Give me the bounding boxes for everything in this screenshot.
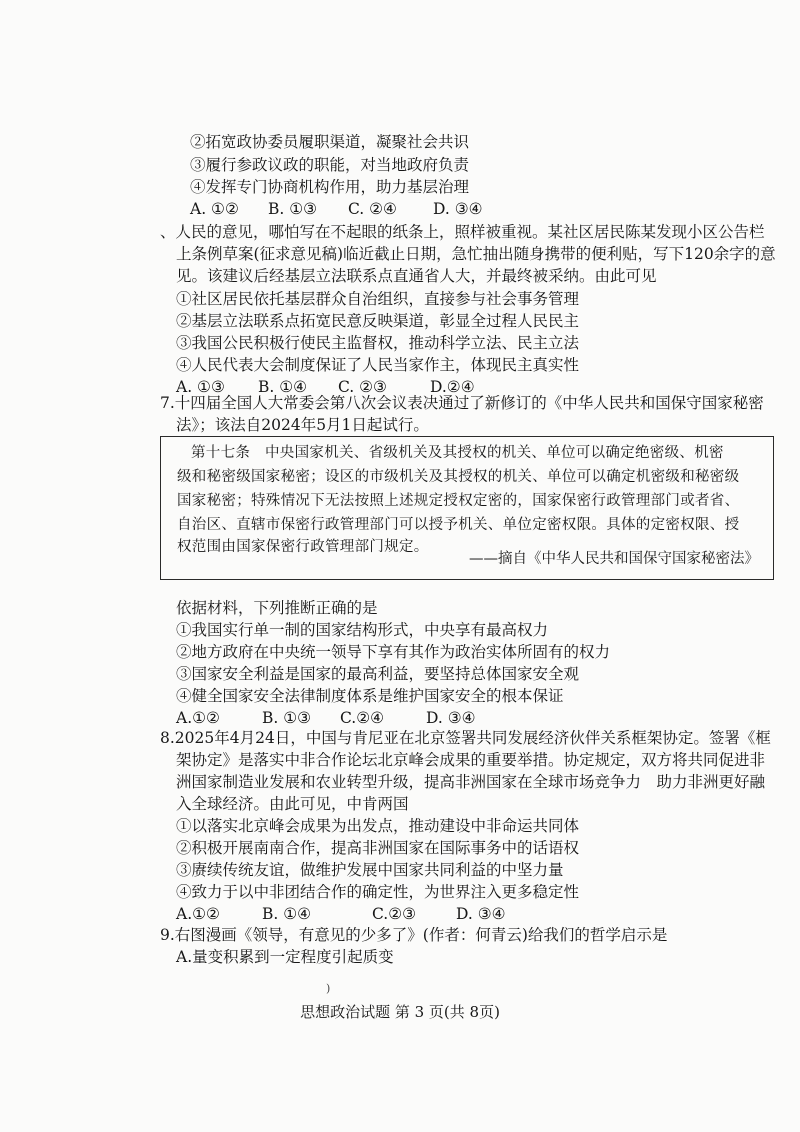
- q6-option-3: ③我国公民积极行使民主监督权，推动科学立法、民主立法: [176, 334, 580, 352]
- q5-choice-c: C. ②④: [348, 200, 397, 218]
- q8-stem-line-3: 洲国家制造业发展和农业转型升级，提高非洲国家在全球市场竞争力 助力非洲更好融: [176, 773, 766, 791]
- q8-choice-d: D. ③④: [456, 905, 506, 923]
- q5-choices: [190, 198, 590, 220]
- q7-choice-b: B. ①③: [262, 709, 312, 727]
- q8-stem-line-2: 架协定》是落实中非合作论坛北京峰会成果的重要举措。协定规定，双方将共同促进非: [176, 751, 766, 769]
- q7-option-3: ③国家安全利益是国家的最高利益，要坚持总体国家安全观: [176, 665, 580, 683]
- q7-option-1: ①我国实行单一制的国家结构形式，中央享有最高权力: [176, 621, 549, 639]
- q8-option-1: ①以落实北京峰会成果为出发点，推动建设中非命运共同体: [176, 817, 580, 835]
- q5-option-2: ②拓宽政协委员履职渠道，凝聚社会共识: [190, 133, 470, 151]
- q7-box-line-1: 第十七条 中央国家机关、省级机关及其授权的机关、单位可以确定绝密级、机密: [191, 445, 724, 461]
- q9-stem: 9.右图漫画《领导，有意见的少多了》(作者：何青云)给我们的哲学启示是: [160, 926, 668, 944]
- q7-stem-line-1: 7.十四届全国人大常委会第八次会议表决通过了新修订的《中华人民共和国保守国家秘密: [160, 394, 764, 412]
- q7-choice-c: C.②④: [340, 709, 385, 727]
- q8-stem-line-4: 入全球经济。由此可见，中肯两国: [176, 795, 409, 813]
- q7-box-line-3: 国家秘密；特殊情况下无法按照上述规定授权定密的，国家保密行政管理部门或者省、: [177, 493, 740, 509]
- q8-choice-b: B. ①④: [262, 905, 312, 923]
- q7-box-line-5: 权范围由国家保密行政管理部门规定。: [177, 539, 429, 555]
- q6-choice-c: C. ②③: [338, 378, 387, 396]
- q7-stem-line-2: 法》；该法自2024年5月1日起试行。: [176, 416, 429, 434]
- q7-material-box: [160, 436, 774, 580]
- q8-stem-line-1: 8.2025年4月24日，中国与肯尼亚在北京签署共同发展经济伙伴关系框架协定。签署《框: [160, 729, 771, 747]
- q8-choices: [176, 903, 576, 925]
- q7-box-line-4: 自治区、直辖市保密行政管理部门可以授予机关、单位定密权限。具体的定密权限、授: [177, 517, 740, 533]
- stray-mark: ): [326, 982, 331, 995]
- q7-source: ——摘自《中华人民共和国保守国家秘密法》: [469, 551, 759, 567]
- q6-stem-line-1: 、人民的意见，哪怕写在不起眼的纸条上，照样被重视。某社区居民陈某发现小区公告栏: [160, 223, 765, 241]
- q6-choice-b: B. ①④: [258, 378, 308, 396]
- q6-stem-line-2: 上条例草案(征求意见稿)临近截止日期，急忙抽出随身携带的便利贴，写下120余字的意: [176, 245, 776, 263]
- q7-option-2: ②地方政府在中央统一领导下享有其作为政治实体所固有的权力: [176, 643, 611, 661]
- q9-option-a: A.量变积累到一定程度引起质变: [176, 948, 394, 966]
- q7-box-line-2: 级和秘密级国家秘密；设区的市级机关及其授权的机关、单位可以确定机密级和秘密级: [177, 469, 740, 485]
- q6-choice-d: D.②④: [430, 378, 475, 396]
- q8-choice-a: A.①②: [176, 905, 220, 923]
- q6-option-4: ④人民代表大会制度保证了人民当家作主，体现民主真实性: [176, 356, 580, 374]
- q7-choice-d: D. ③④: [426, 709, 476, 727]
- q7-choice-a: A.①②: [176, 709, 220, 727]
- q6-choice-a: A. ①③: [176, 378, 225, 396]
- page-footer: 思想政治试题 第 3 页(共 8页): [300, 1003, 500, 1021]
- q6-option-1: ①社区居民依托基层群众自治组织，直接参与社会事务管理: [176, 290, 580, 308]
- q8-option-2: ②积极开展南南合作，提高非洲国家在国际事务中的话语权: [176, 839, 580, 857]
- q8-option-4: ④致力于以中非团结合作的确定性，为世界注入更多稳定性: [176, 883, 580, 901]
- q5-option-3: ③履行参政议政的职能，对当地政府负责: [190, 156, 470, 174]
- q8-option-3: ③赓续传统友谊，做维护发展中国家共同利益的中坚力量: [176, 861, 564, 879]
- q7-choices: [176, 707, 576, 729]
- q8-choice-c: C.②③: [372, 905, 417, 923]
- q7-prompt: 依据材料，下列推断正确的是: [176, 599, 378, 617]
- q5-choice-b: B. ①③: [268, 200, 318, 218]
- q6-stem-line-3: 见。该建议后经基层立法联系点直通省人大，并最终被采纳。由此可见: [176, 267, 657, 285]
- q7-option-4: ④健全国家安全法律制度体系是维护国家安全的根本保证: [176, 687, 564, 705]
- q5-choice-a: A. ①②: [190, 200, 239, 218]
- q5-option-4: ④发挥专门协商机构作用，助力基层治理: [190, 178, 470, 196]
- q6-option-2: ②基层立法联系点拓宽民意反映渠道，彰显全过程人民民主: [176, 312, 580, 330]
- q5-choice-d: D. ③④: [433, 200, 483, 218]
